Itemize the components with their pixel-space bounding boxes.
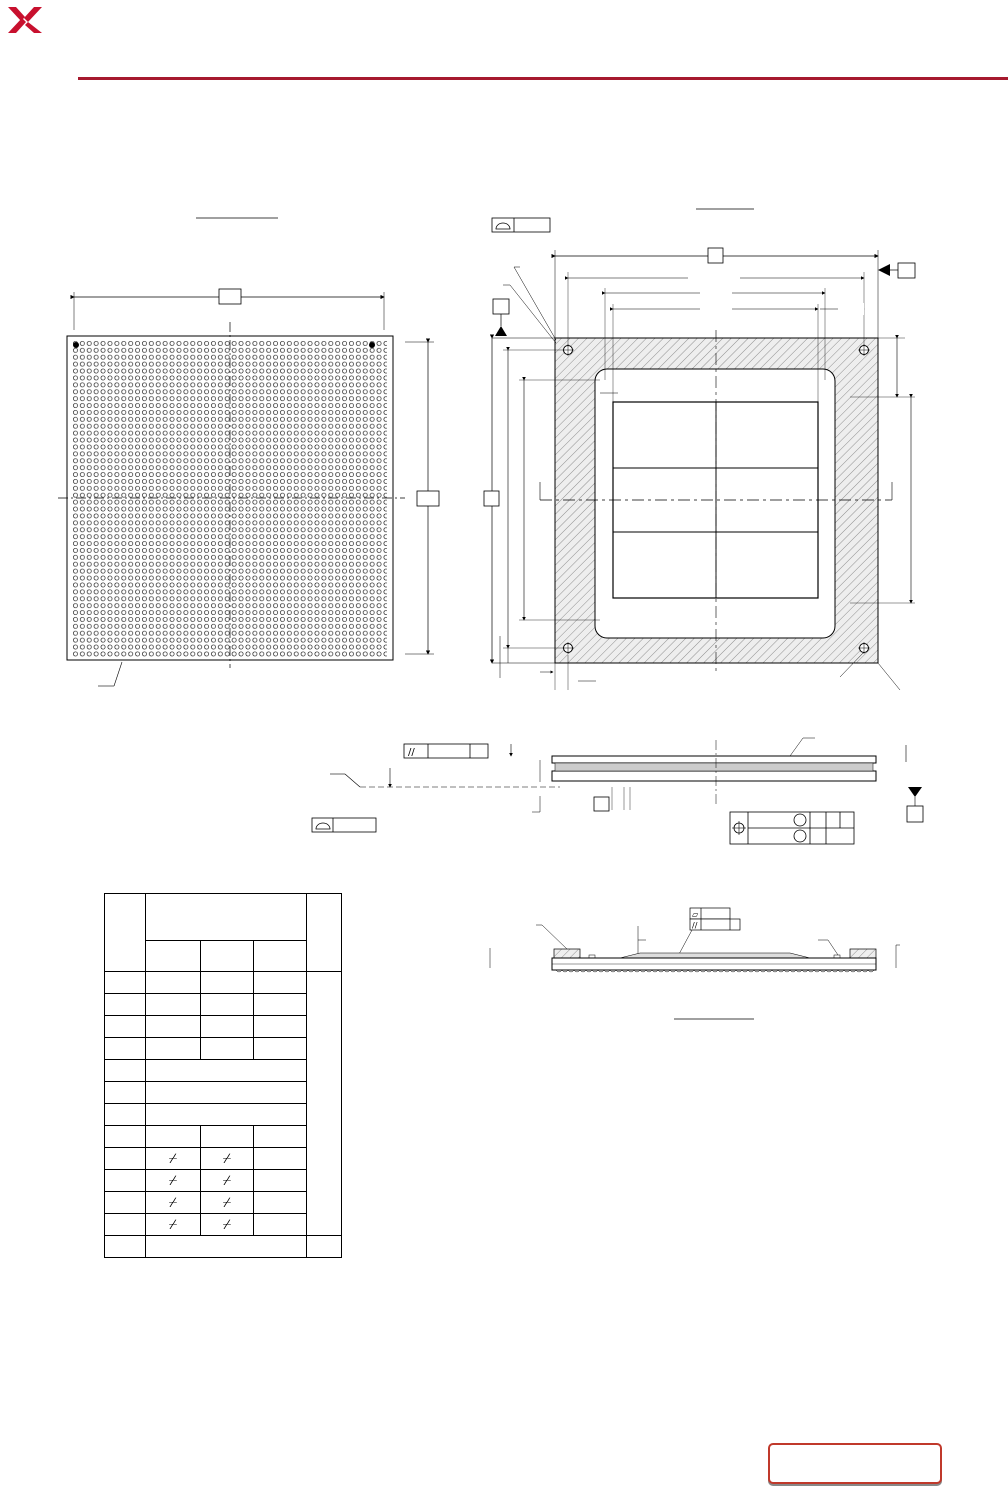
cell — [254, 1170, 307, 1192]
svg-text://: // — [692, 921, 698, 930]
sym-a — [105, 972, 146, 994]
svg-text:▱: ▱ — [692, 910, 699, 919]
cell — [254, 1192, 307, 1214]
na-cell: ⌿ — [146, 1214, 201, 1236]
na-cell: ⌿ — [146, 1148, 201, 1170]
na-cell: ⌿ — [146, 1192, 201, 1214]
note-column — [307, 972, 342, 1236]
notes — [416, 1058, 976, 1139]
cell — [201, 1126, 254, 1148]
svg-text://: // — [408, 747, 415, 758]
sym-m — [105, 1236, 146, 1258]
sym-d1e1 — [105, 1082, 146, 1104]
note-2 — [434, 1093, 976, 1112]
cell — [146, 972, 201, 994]
cell — [146, 1104, 307, 1126]
cell — [254, 1038, 307, 1060]
na-cell: ⌿ — [201, 1148, 254, 1170]
cell — [254, 972, 307, 994]
cell — [254, 994, 307, 1016]
na-cell: ⌿ — [146, 1170, 201, 1192]
max-header — [254, 941, 307, 972]
note-1 — [434, 1066, 976, 1085]
note-cell — [307, 1236, 342, 1258]
send-feedback-button[interactable] — [768, 1443, 942, 1484]
dimension-table — [104, 893, 342, 1258]
note-3 — [434, 1120, 976, 1139]
sym-a1 — [105, 994, 146, 1016]
nom-header — [201, 941, 254, 972]
cell — [146, 1126, 201, 1148]
sym-a2 — [105, 1016, 146, 1038]
na-cell: ⌿ — [201, 1214, 254, 1236]
cell — [146, 994, 201, 1016]
sym-eee — [105, 1214, 146, 1236]
na-cell: ⌿ — [201, 1192, 254, 1214]
sym-ddd — [105, 1192, 146, 1214]
symbol-header — [105, 894, 146, 972]
sym-e — [105, 1104, 146, 1126]
cell — [146, 1060, 307, 1082]
cell — [254, 1148, 307, 1170]
cell — [254, 1016, 307, 1038]
cell — [201, 1038, 254, 1060]
na-cell: ⌿ — [201, 1170, 254, 1192]
min-header — [146, 941, 201, 972]
units-header — [146, 894, 307, 941]
note-header — [307, 894, 342, 972]
sym-a3 — [105, 1038, 146, 1060]
sym-b — [105, 1126, 146, 1148]
cell — [254, 1126, 307, 1148]
sym-bbb — [105, 1170, 146, 1192]
cell — [146, 1016, 201, 1038]
cell — [201, 994, 254, 1016]
cell — [254, 1214, 307, 1236]
cell — [146, 1236, 307, 1258]
cell — [201, 972, 254, 994]
sym-aaa — [105, 1148, 146, 1170]
sym-de — [105, 1060, 146, 1082]
cell — [201, 1016, 254, 1038]
cell — [146, 1082, 307, 1104]
cell — [146, 1038, 201, 1060]
